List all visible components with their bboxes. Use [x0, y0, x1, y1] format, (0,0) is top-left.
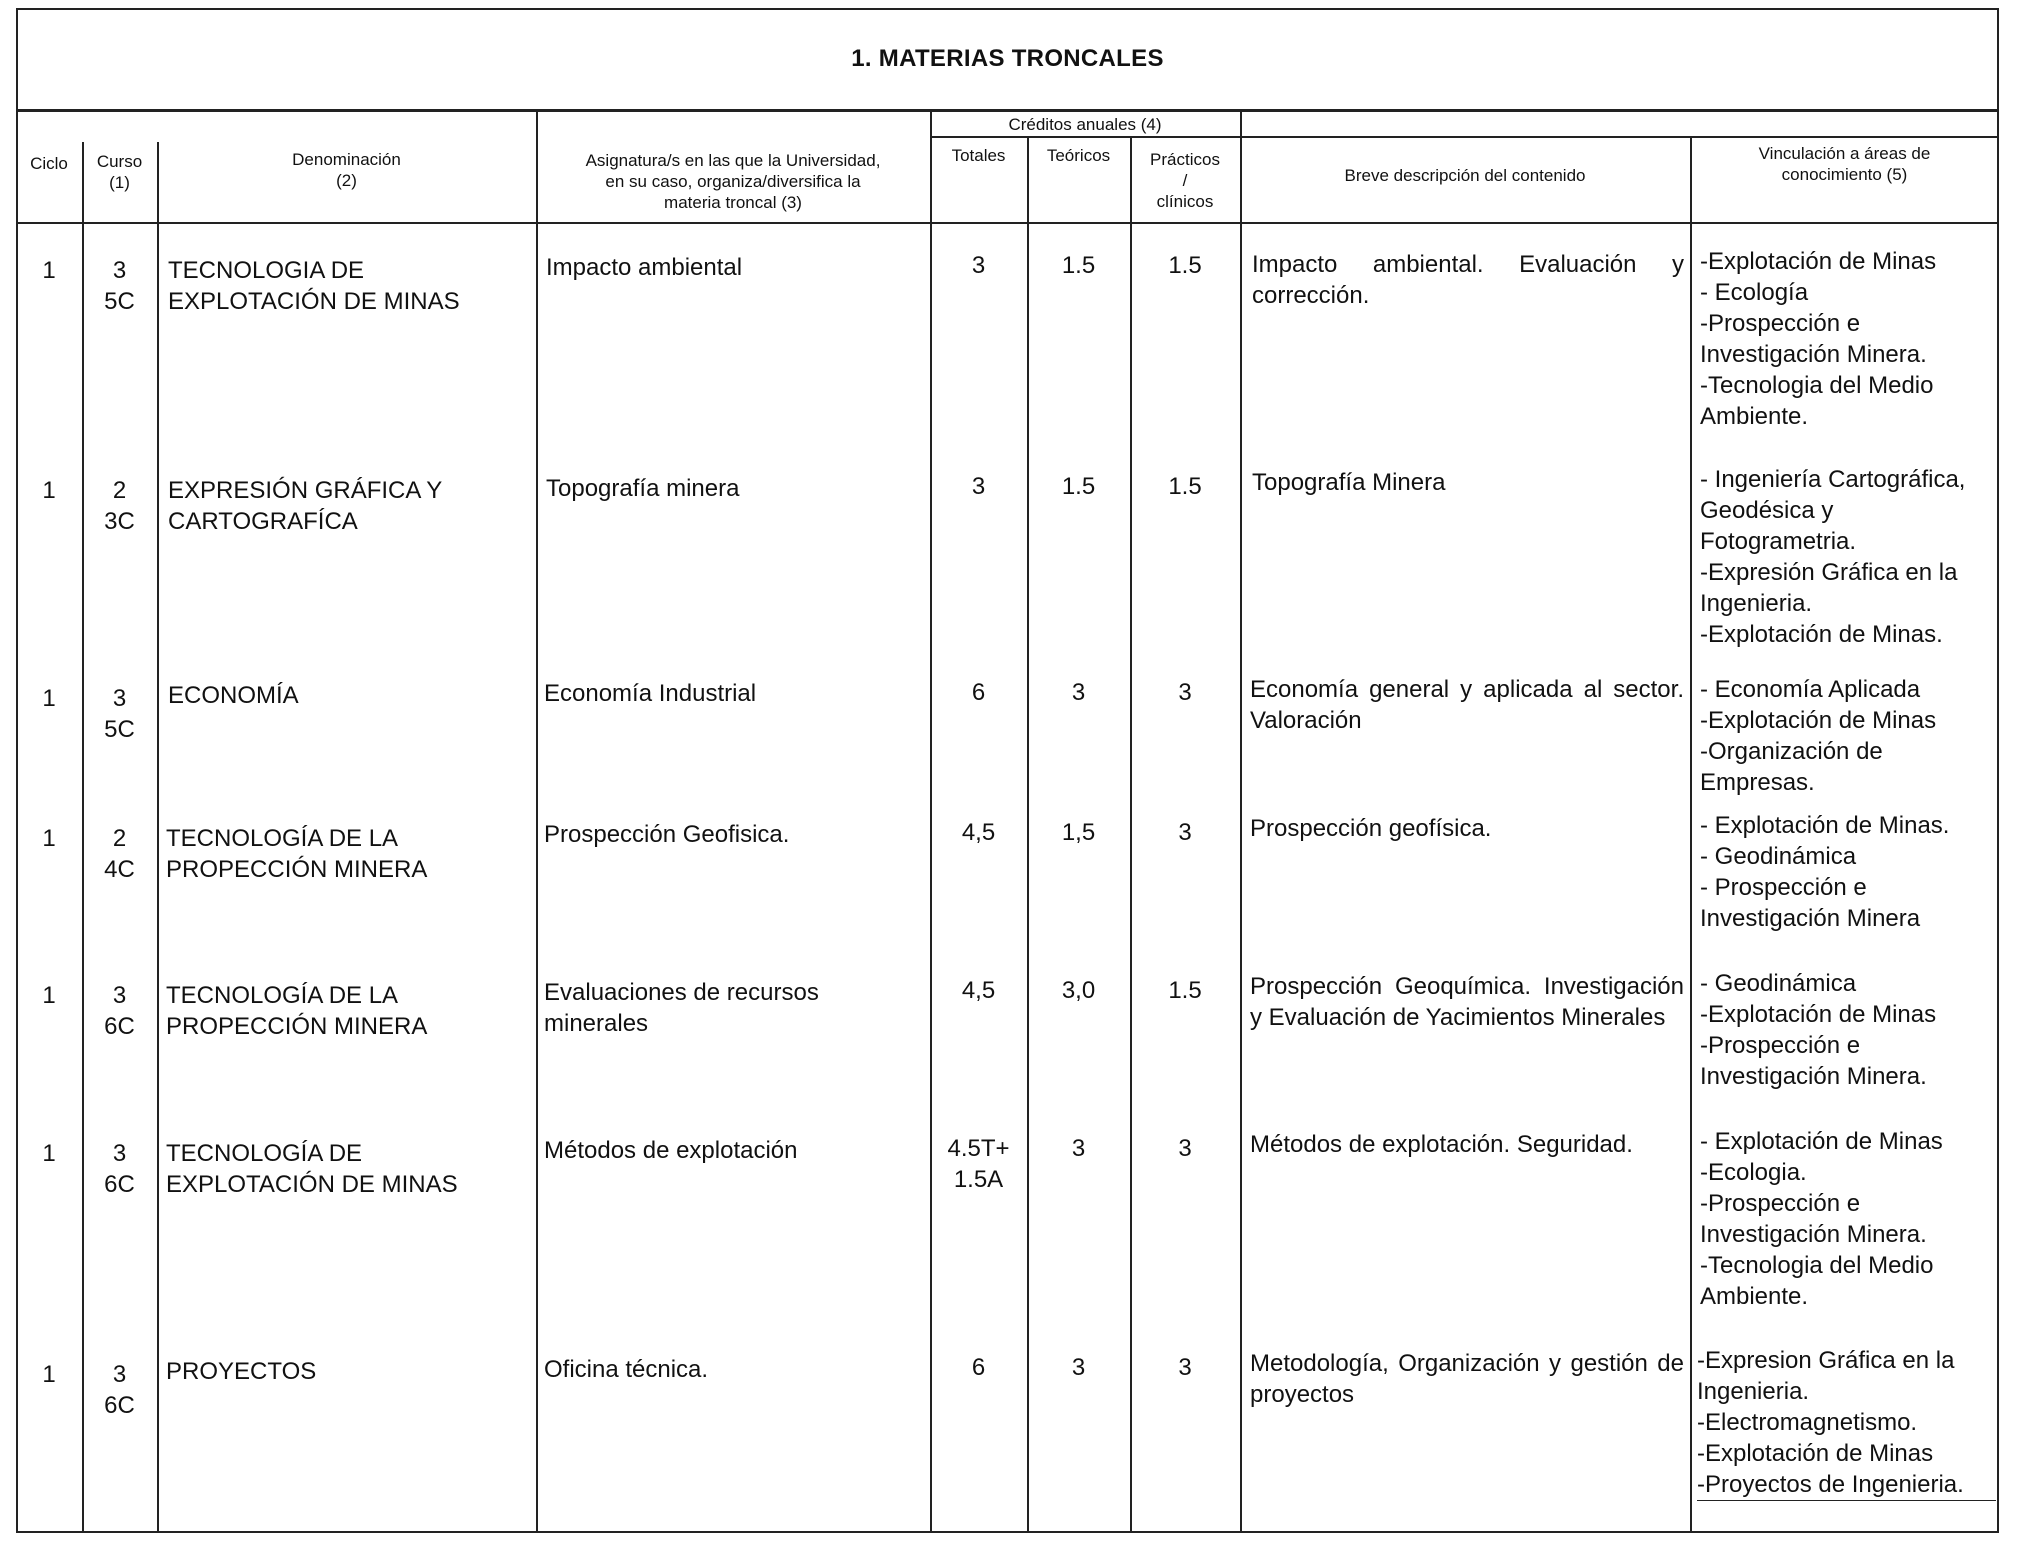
cell-curso-line: 5C	[104, 288, 135, 315]
cell-asignatura: Impacto ambiental	[546, 254, 743, 281]
col-rule-practicos	[1240, 110, 1242, 1533]
cell-descripcion: Topografía Minera	[1252, 469, 1446, 496]
cell-ciclo: 1	[42, 685, 56, 712]
header-ciclo-label: Ciclo	[30, 153, 68, 173]
cell-vinculacion	[1700, 810, 1996, 934]
header-descripcion-label: Breve descripción del contenido	[1344, 165, 1586, 185]
cell-asignatura: Oficina técnica.	[544, 1356, 709, 1383]
header-teoricos	[1027, 142, 1130, 168]
cell-vinculacion-line: - Explotación de Minas.	[1700, 812, 1950, 839]
cell-totales	[930, 471, 1027, 502]
header-creditos-label: Créditos anuales (4)	[1008, 114, 1162, 134]
cell-teoricos: 1.5	[1061, 473, 1096, 500]
cell-practicos: 3	[1178, 679, 1192, 706]
cell-totales	[930, 1352, 1027, 1383]
col-rule-curso	[157, 142, 159, 1533]
cell-teoricos: 3	[1071, 679, 1086, 706]
cell-denominacion	[168, 255, 528, 317]
header-vinculacion-line: conocimiento (5)	[1781, 165, 1908, 184]
cell-vinculacion-line: -Tecnologia del Medio	[1700, 1252, 1934, 1279]
cell-curso-line: 3C	[104, 508, 135, 535]
cell-vinculacion-line: -Explotación de Minas	[1700, 1001, 1937, 1028]
cell-ciclo: 1	[42, 1140, 56, 1167]
header-bottom-rule	[16, 222, 1999, 224]
cell-denominacion-line: EXPLOTACIÓN DE MINAS	[168, 288, 460, 315]
cell-vinculacion-line: -Prospección e	[1700, 1190, 1861, 1217]
cell-vinculacion-line: - Economía Aplicada	[1700, 676, 1921, 703]
header-denominacion-line: Denominación	[292, 150, 401, 169]
cell-vinculacion-line: -Expresion Gráfica en la	[1697, 1347, 1955, 1374]
cell-descripcion: Impacto ambiental. Evaluación y corrección.	[1252, 251, 1684, 309]
cell-curso	[82, 1359, 157, 1421]
cell-vinculacion-line: - Explotación de Minas	[1700, 1128, 1943, 1155]
cell-totales	[930, 1133, 1027, 1195]
cell-vinculacion-line: -Explotación de Minas	[1700, 707, 1937, 734]
cell-denominacion-line: TECNOLOGÍA DE	[166, 1140, 363, 1167]
cell-practicos: 3	[1178, 1135, 1192, 1162]
cell-totales	[930, 677, 1027, 708]
header-totales-label: Totales	[951, 145, 1006, 165]
cell-vinculacion-line: Geodésica y	[1700, 497, 1834, 524]
page-title: 1. MATERIAS TRONCALES	[16, 8, 1999, 111]
cell-practicos: 3	[1178, 819, 1192, 846]
cell-denominacion-line: PROYECTOS	[166, 1358, 317, 1385]
cell-ciclo: 1	[42, 982, 56, 1009]
cell-denominacion	[166, 1356, 528, 1387]
cell-asignatura: Métodos de explotación	[544, 1137, 798, 1164]
col-rule-denominacion	[536, 110, 538, 1533]
header-curso-line: Curso	[96, 152, 143, 171]
cell-descripcion: Economía general y aplicada al sector. Valoración	[1250, 676, 1684, 734]
cell-denominacion-line: ECONOMÍA	[168, 682, 299, 709]
cell-vinculacion	[1700, 674, 1996, 798]
cell-curso	[82, 475, 157, 537]
cell-asignatura: Prospección Geofisica.	[544, 821, 790, 848]
cell-practicos: 1.5	[1168, 977, 1202, 1004]
cell-teoricos: 3	[1071, 1354, 1086, 1381]
header-curso-line: (1)	[109, 173, 130, 192]
cell-totales-line: 6	[971, 1354, 986, 1381]
cell-totales-line: 3	[971, 473, 986, 500]
cell-totales	[930, 817, 1027, 848]
cell-curso-line: 3	[112, 685, 127, 712]
header-descripcion	[1240, 160, 1690, 190]
cell-vinculacion	[1700, 1126, 1996, 1312]
cell-vinculacion-line: -Prospección e	[1700, 1032, 1861, 1059]
cell-asignatura: Topografía minera	[546, 475, 740, 502]
cell-totales-line: 3	[971, 252, 986, 279]
cell-vinculacion-line: Empresas.	[1700, 769, 1815, 796]
cell-curso-line: 5C	[104, 716, 135, 743]
cell-vinculacion-line: -Explotación de Minas	[1697, 1440, 1934, 1467]
cell-totales-line: 4,5	[961, 977, 996, 1004]
cell-denominacion	[166, 823, 528, 885]
cell-asignatura: Economía Industrial	[544, 680, 757, 707]
cell-curso-line: 6C	[104, 1171, 135, 1198]
cell-totales-line: 4,5	[961, 819, 996, 846]
cell-denominacion-line: TECNOLOGÍA DE LA	[166, 825, 399, 852]
cell-vinculacion-line: -Electromagnetismo.	[1697, 1409, 1918, 1436]
cell-curso	[82, 823, 157, 885]
cell-vinculacion-line: -Explotación de Minas	[1700, 248, 1937, 275]
cell-teoricos: 3	[1071, 1135, 1086, 1162]
header-asignaturas	[536, 144, 930, 218]
cell-curso-line: 3	[112, 257, 127, 284]
cell-vinculacion-line: Ingenieria.	[1697, 1378, 1810, 1405]
cell-vinculacion-line: - Geodinámica	[1700, 843, 1857, 870]
header-teoricos-label: Teóricos	[1046, 145, 1111, 165]
cell-denominacion-line: CARTOGRAFÍCA	[168, 508, 358, 535]
cell-denominacion-line: PROPECCIÓN MINERA	[166, 856, 428, 883]
cell-curso-line: 3	[112, 1361, 127, 1388]
cell-asignatura: Evaluaciones de recursos minerales	[544, 979, 819, 1037]
cell-totales	[930, 250, 1027, 281]
cell-curso	[82, 255, 157, 317]
cell-ciclo: 1	[42, 1361, 56, 1388]
cell-denominacion	[168, 680, 528, 711]
cell-vinculacion-line: Investigación Minera	[1700, 905, 1921, 932]
header-practicos-line: /	[1182, 170, 1188, 190]
cell-vinculacion-line: - Ingeniería Cartográfica,	[1700, 466, 1966, 493]
cell-teoricos: 1.5	[1061, 252, 1096, 279]
cell-curso-line: 4C	[104, 856, 135, 883]
cell-totales-line: 1.5A	[953, 1166, 1004, 1193]
header-vinculacion	[1690, 140, 1999, 188]
header-totales	[930, 142, 1027, 168]
cell-descripcion: Métodos de explotación. Seguridad.	[1250, 1131, 1633, 1158]
cell-vinculacion-line: Ambiente.	[1700, 403, 1809, 430]
cell-denominacion	[166, 980, 528, 1042]
cell-totales	[930, 975, 1027, 1006]
cell-practicos: 3	[1178, 1354, 1192, 1381]
cell-curso-line: 3	[112, 982, 127, 1009]
cell-vinculacion	[1700, 246, 1996, 432]
cell-totales-line: 4.5T+	[947, 1135, 1010, 1162]
cell-vinculacion-line: - Ecología	[1700, 279, 1809, 306]
cell-curso	[82, 980, 157, 1042]
cell-vinculacion-line: - Prospección e	[1700, 874, 1867, 901]
cell-curso-line: 6C	[104, 1392, 135, 1419]
cell-practicos: 1.5	[1168, 473, 1202, 500]
cell-vinculacion-line: Investigación Minera.	[1700, 1063, 1927, 1090]
cell-vinculacion-line: Ingenieria.	[1700, 590, 1813, 617]
cell-vinculacion-line: -Explotación de Minas.	[1700, 621, 1943, 648]
header-asignaturas-line: en su caso, organiza/diversifica la	[605, 171, 861, 191]
cell-curso-line: 2	[112, 825, 127, 852]
cell-vinculacion-line: -Expresión Gráfica en la	[1700, 559, 1958, 586]
header-denominacion-line: (2)	[336, 171, 357, 190]
cell-ciclo: 1	[42, 257, 56, 284]
header-practicos-line: clínicos	[1156, 191, 1214, 211]
cell-descripcion: Prospección geofísica.	[1250, 815, 1492, 842]
col-rule-descripcion	[1690, 136, 1692, 1533]
cell-denominacion	[166, 1138, 528, 1200]
cell-curso-line: 3	[112, 1140, 127, 1167]
header-practicos-line: Prácticos	[1150, 149, 1220, 169]
header-curso	[82, 148, 157, 196]
cell-totales-line: 6	[971, 679, 986, 706]
cell-vinculacion	[1700, 968, 1996, 1092]
cell-denominacion-line: EXPLOTACIÓN DE MINAS	[166, 1171, 458, 1198]
cell-descripcion: Prospección Geoquímica. Investigación y Evaluación de Yacimientos Minerales	[1250, 973, 1684, 1031]
cell-vinculacion-line: Ambiente.	[1700, 1283, 1809, 1310]
cell-vinculacion-line: -Tecnologia del Medio	[1700, 372, 1934, 399]
cell-curso-line: 2	[112, 477, 127, 504]
cell-vinculacion	[1697, 1345, 1996, 1501]
cell-vinculacion-line: -Ecologia.	[1700, 1159, 1807, 1186]
cell-denominacion-line: TECNOLOGIA DE	[168, 257, 365, 284]
cell-descripcion: Metodología, Organización y gestión de proyectos	[1250, 1350, 1684, 1408]
cell-vinculacion-line: Investigación Minera.	[1700, 341, 1927, 368]
cell-vinculacion-line: -Proyectos de Ingenieria.	[1697, 1469, 1996, 1501]
cell-vinculacion-line: Investigación Minera.	[1700, 1221, 1927, 1248]
header-creditos-anuales	[930, 110, 1240, 138]
cell-teoricos: 3,0	[1061, 977, 1096, 1004]
cell-curso	[82, 1138, 157, 1200]
cell-ciclo: 1	[42, 825, 56, 852]
cell-curso	[82, 683, 157, 745]
cell-curso-line: 6C	[104, 1013, 135, 1040]
cell-teoricos: 1,5	[1061, 819, 1096, 846]
header-denominacion	[157, 146, 536, 194]
cell-vinculacion-line: -Organización de	[1700, 738, 1883, 765]
header-asignaturas-line: Asignatura/s en las que la Universidad,	[585, 150, 881, 170]
header-ciclo	[16, 148, 82, 178]
cell-denominacion-line: EXPRESIÓN GRÁFICA Y	[168, 477, 443, 504]
cell-vinculacion-line: -Prospección e	[1700, 310, 1861, 337]
header-practicos	[1130, 142, 1240, 218]
header-vinculacion-line: Vinculación a áreas de	[1758, 144, 1931, 163]
cell-vinculacion-line: - Geodinámica	[1700, 970, 1857, 997]
cell-vinculacion-line: Fotogrametria.	[1700, 528, 1857, 555]
cell-ciclo: 1	[42, 477, 56, 504]
cell-vinculacion	[1700, 464, 1996, 650]
cell-practicos: 1.5	[1168, 252, 1202, 279]
cell-denominacion-line: PROPECCIÓN MINERA	[166, 1013, 428, 1040]
cell-denominacion-line: TECNOLOGÍA DE LA	[166, 982, 399, 1009]
cell-denominacion	[168, 475, 528, 537]
header-asignaturas-line: materia troncal (3)	[664, 192, 802, 212]
